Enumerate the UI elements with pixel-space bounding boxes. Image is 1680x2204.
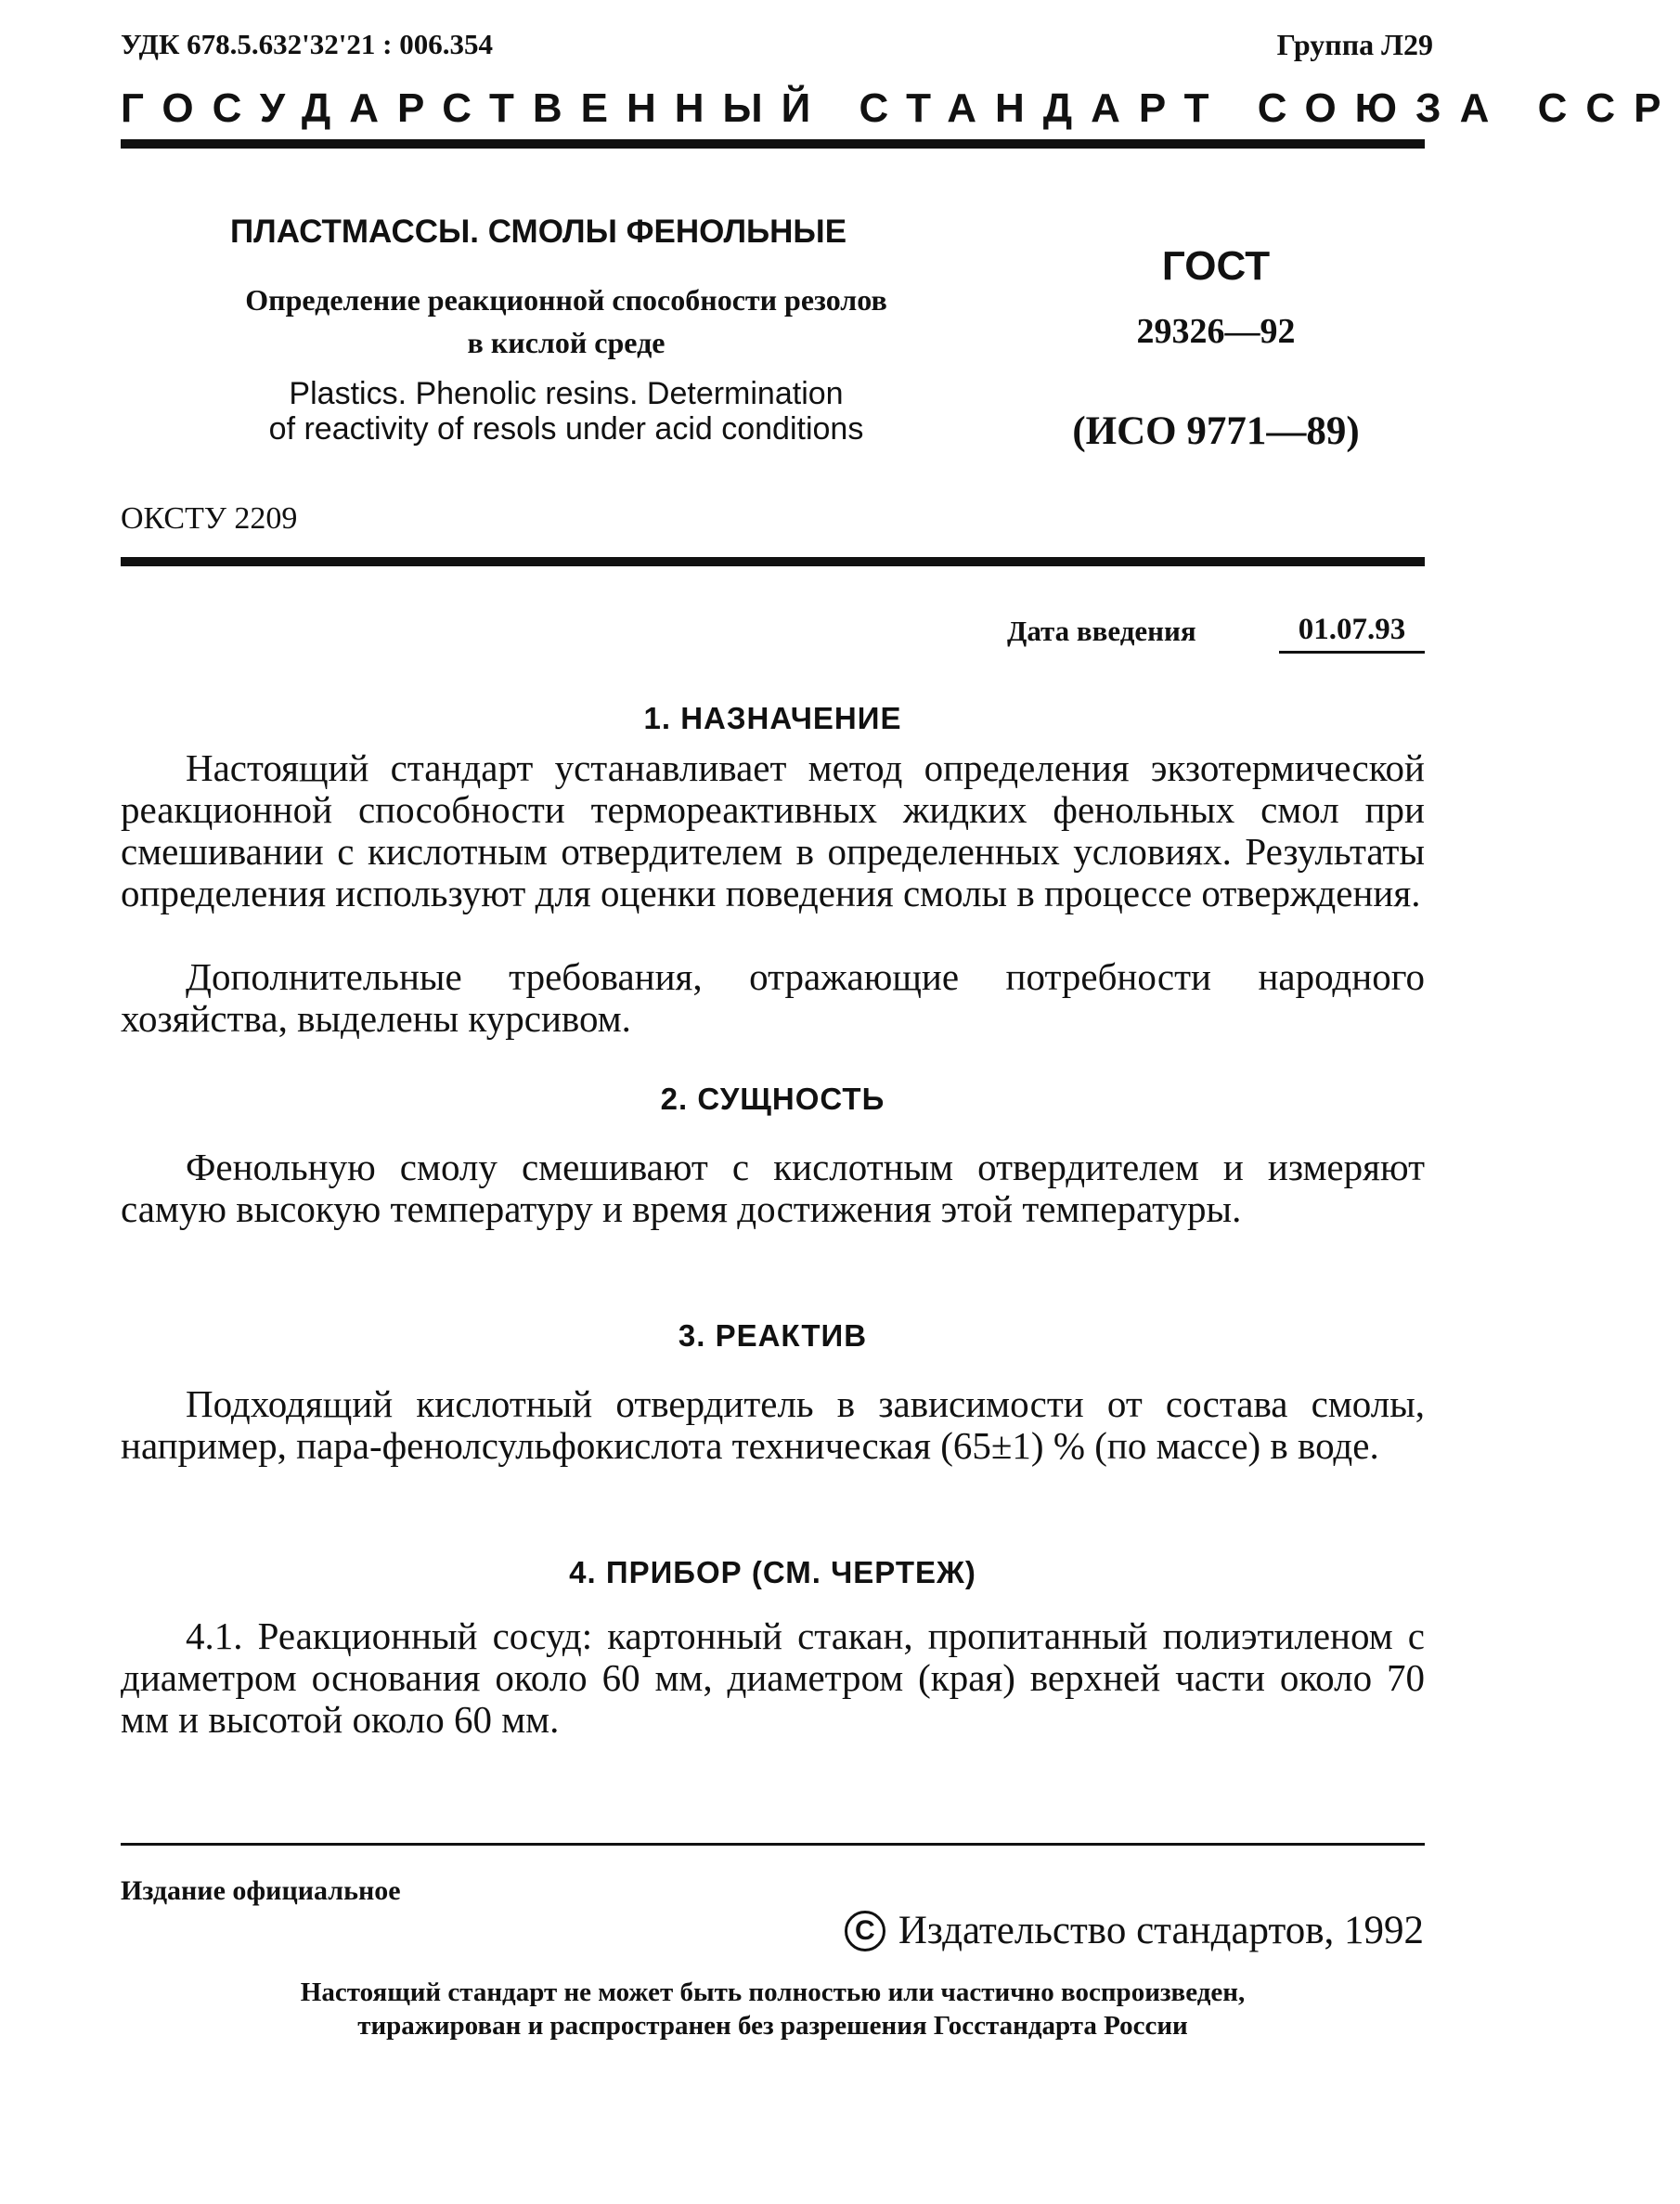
section-2-title: 2. СУЩНОСТЬ xyxy=(660,1082,885,1116)
section-2-paragraph-1: Фенольную смолу смешивают с кислотным отвердителем и измеряют самую высокую температуру и время достижения этой температуры. xyxy=(121,1146,1425,1230)
okstu-code: ОКСТУ 2209 xyxy=(121,501,298,536)
date-label: Дата введения xyxy=(1007,615,1196,647)
official-edition-label: Издание официальное xyxy=(121,1875,401,1906)
group-code: Группа Л29 xyxy=(1276,28,1433,61)
title-block-rule xyxy=(121,557,1425,566)
gost-label: ГОСТ xyxy=(1161,243,1271,289)
iso-reference: (ИСО 9771—89) xyxy=(1072,409,1360,453)
notice-line-2: тиражирован и распространен без разрешения Госстандарта России xyxy=(357,2011,1188,2041)
notice-line-1: Настоящий стандарт не может быть полностью или частично воспроизведен, xyxy=(300,1977,1246,2007)
copyright-text: Издательство стандартов, 1992 xyxy=(898,1909,1424,1952)
section-4-title: 4. ПРИБОР (СМ. ЧЕРТЕЖ) xyxy=(569,1555,976,1589)
gost-number: 29326—92 xyxy=(1136,312,1296,351)
section-3-paragraph-1: Подходящий кислотный отвердитель в зависимости от состава смолы, например, пара-фенолсульфокислота техническая (65±1) % (по массе) в воде. xyxy=(121,1382,1425,1467)
document-subtitle xyxy=(186,279,947,364)
section-3-title: 3. РЕАКТИВ xyxy=(678,1318,868,1353)
subtitle-line-2: в кислой среде xyxy=(467,326,666,359)
english-title-line-2: of reactivity of resols under acid conditions xyxy=(268,411,864,447)
section-4-paragraph-1: 4.1. Реакционный сосуд: картонный стакан, пропитанный полиэтиленом с диаметром основания около 60 мм, диаметром (края) верхней части около 70 мм и высотой около 60 мм. xyxy=(121,1614,1425,1741)
date-value: 01.07.93 xyxy=(1279,613,1425,654)
reproduction-notice xyxy=(121,1976,1425,2042)
document-title: ПЛАСТМАССЫ. СМОЛЫ ФЕНОЛЬНЫЕ xyxy=(230,214,847,250)
subtitle-line-1: Определение реакционной способности резолов xyxy=(245,283,887,317)
section-1-paragraph-2: Дополнительные требования, отражающие потребности народного хозяйства, выделены курсивом. xyxy=(121,955,1425,1040)
section-1-title: 1. НАЗНАЧЕНИЕ xyxy=(643,701,902,735)
section-1-paragraph-1: Настоящий стандарт устанавливает метод определения экзотермической реакционной способности термореактивных жидких фенольных смол при смешивании с кислотным отвердителем в определенных условиях. Результаты определения используют для оценки поведения смолы в процессе отверждения. xyxy=(121,746,1425,914)
header-rule xyxy=(121,139,1425,149)
english-title xyxy=(186,376,947,447)
copyright-line xyxy=(845,1908,1424,1953)
footer-rule xyxy=(121,1843,1425,1846)
english-title-line-1: Plastics. Phenolic resins. Determination xyxy=(289,376,844,411)
copyright-icon: C xyxy=(845,1911,885,1951)
state-standard-heading: ГОСУДАРСТВЕННЫЙ СТАНДАРТ СОЮЗА ССР xyxy=(121,85,1680,131)
udk-code: УДК 678.5.632'32'21 : 006.354 xyxy=(121,28,493,60)
